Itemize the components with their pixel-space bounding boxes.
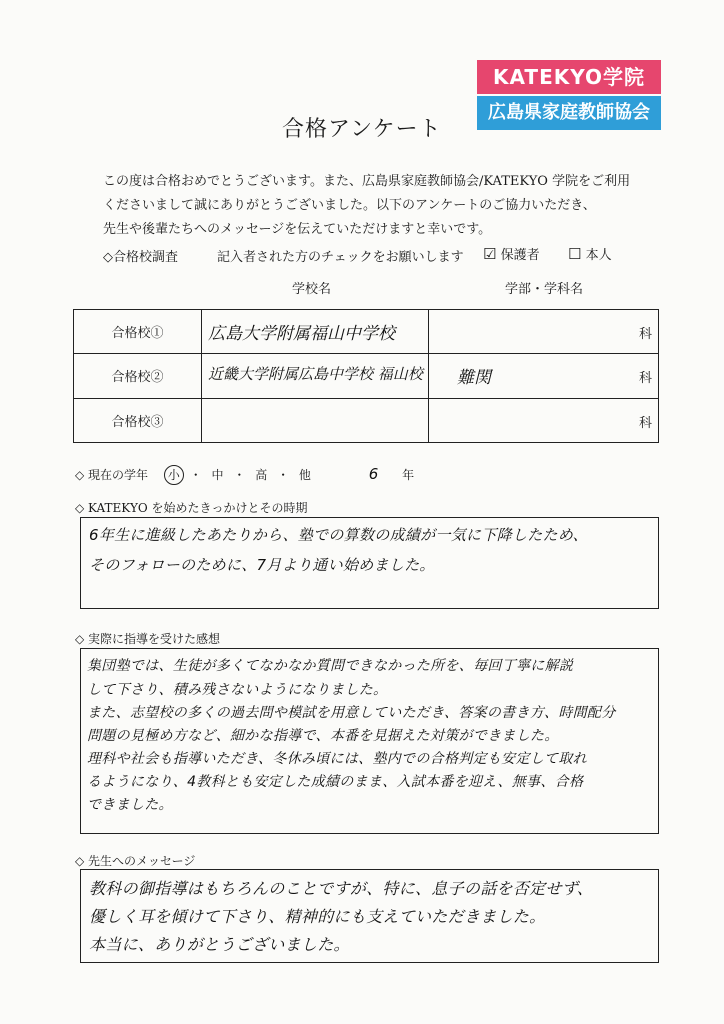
dept-unit: 科 (638, 327, 652, 342)
header-school-name: 学校名 (292, 282, 332, 297)
school-cell[interactable] (202, 354, 429, 398)
answer-line: そのフォローのために、7月より通い始めました。 (89, 556, 435, 574)
dept-cell[interactable] (429, 354, 659, 398)
intro-line-2: くださいまして誠にありがとうございました。以下のアンケートのご協力いただき、 (103, 198, 596, 213)
answer-line: できました。 (87, 797, 173, 813)
intro-line-1: この度は合格おめでとうございます。また、広島県家庭教師協会/KATEKYO 学院をご利用 (103, 174, 631, 189)
guardian-option[interactable] (483, 244, 540, 263)
grade-separator: ・ (233, 468, 246, 482)
dept-cell[interactable] (429, 398, 659, 442)
grade-separator: ・ (277, 468, 290, 482)
school-name: 近畿大学附属広島中学校 福山校 (208, 365, 423, 384)
motivation-answer-box[interactable] (80, 517, 659, 609)
grade-row (75, 465, 414, 485)
grade-option-other[interactable]: 他 (298, 468, 311, 482)
section-title-motivation: ◇ KATEKYO を始めたきっかけとその時期 (75, 501, 308, 515)
guardian-label: 保護者 (500, 248, 540, 263)
page-title: 合格アンケート (282, 117, 442, 142)
intro-line-3: 先生や後輩たちへのメッセージを伝えていただけますと幸いです。 (103, 222, 492, 237)
row-label: 合格校① (74, 310, 202, 354)
header-department: 学部・学科名 (505, 282, 584, 297)
answer-line: るようになり、4教科とも安定した成績のまま、入試本番を迎え、無事、合格 (87, 774, 584, 790)
school-cell[interactable] (202, 310, 429, 354)
answer-line: 優しく耳を傾けて下さり、精神的にも支えていただきました。 (89, 907, 546, 926)
school-cell[interactable] (202, 398, 429, 442)
impressions-answer-box[interactable] (80, 648, 659, 834)
dept-unit: 科 (638, 415, 652, 431)
table-row (74, 398, 659, 442)
survey-label: ◇合格校調査 (103, 250, 178, 265)
grade-option-junior[interactable]: 中 (211, 468, 224, 482)
grade-value[interactable]: 6 (368, 465, 379, 483)
dept-name: 難関 (457, 368, 491, 389)
grade-separator: ・ (189, 468, 202, 482)
grade-unit: 年 (402, 468, 415, 482)
self-label: 本人 (585, 248, 612, 263)
school-name: 広島大学附属福山中学校 (208, 324, 395, 344)
association-logo: 広島県家庭教師協会 (477, 96, 661, 130)
table-row (74, 310, 659, 354)
row-label: 合格校③ (74, 398, 202, 442)
katekyo-logo: KATEKYO学院 (477, 60, 661, 94)
grade-label: ◇ 現在の学年 (75, 468, 149, 482)
answer-line: 集団塾では、生徒が多くてなかなか質問できなかった所を、毎回丁寧に解説 (87, 658, 574, 674)
survey-instruction: 記入者された方のチェックをお願いします (217, 250, 464, 265)
answer-line: 本当に、ありがとうございました。 (89, 935, 350, 954)
message-answer-box[interactable] (80, 869, 659, 963)
grade-option-elementary[interactable]: 小 (164, 465, 184, 485)
answer-line: 理科や社会も指導いただき、冬休み頃には、塾内での合格判定も安定して取れ (87, 751, 587, 767)
answer-line: 教科の御指導はもちろんのことですが、特に、息子の話を否定せず、 (89, 879, 594, 898)
answer-line: 6年生に進級したあたりから、塾での算数の成績が一気に下降したため、 (89, 526, 588, 544)
grade-option-high[interactable]: 高 (255, 468, 268, 482)
section-title-impressions: ◇ 実際に指導を受けた感想 (75, 632, 221, 646)
self-option[interactable] (568, 244, 612, 263)
dept-unit: 科 (638, 371, 652, 387)
answer-line: また、志望校の多くの過去問や模試を用意していただき、答案の書き方、時間配分 (87, 705, 616, 721)
dept-cell[interactable] (429, 310, 659, 354)
answer-line: して下さり、積み残さないようになりました。 (87, 682, 388, 698)
checkbox-checked-icon[interactable]: ☑ (483, 245, 497, 263)
section-title-message: ◇ 先生へのメッセージ (75, 854, 196, 868)
schools-table (73, 309, 659, 443)
table-row (74, 354, 659, 398)
row-label: 合格校② (74, 354, 202, 398)
checkbox-unchecked-icon[interactable]: ☐ (568, 245, 582, 263)
answer-line: 問題の見極め方など、細かな指導で、本番を見据えた対策ができました。 (87, 728, 559, 744)
